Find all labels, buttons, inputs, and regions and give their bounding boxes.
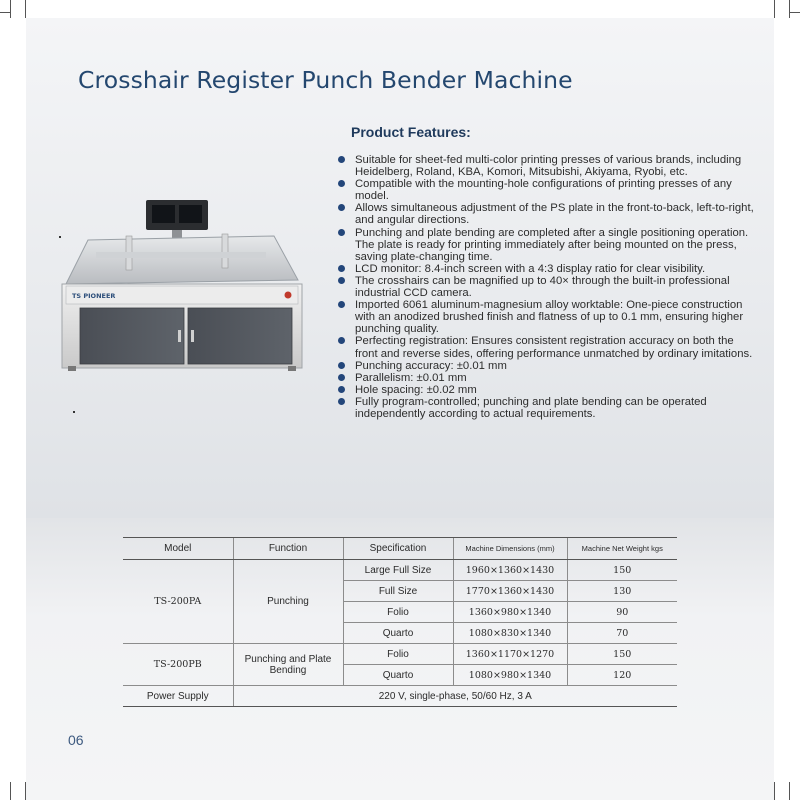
dimensions-cell: 1360×980×1340 xyxy=(453,602,567,623)
model-cell: TS-200PB xyxy=(123,644,233,686)
feature-item: Perfecting registration: Ensures consistent registration accuracy on both the front and reverse sides, offering performance unmatched by ordinary imitations. xyxy=(338,335,758,359)
machine-photo xyxy=(36,198,306,373)
spec-cell: Folio xyxy=(343,602,453,623)
crop-mark xyxy=(10,782,11,800)
weight-cell: 120 xyxy=(567,665,677,686)
spec-cell: Full Size xyxy=(343,581,453,602)
dimensions-cell: 1080×830×1340 xyxy=(453,623,567,644)
feature-item: Fully program-controlled; punching and plate bending can be operated independently according to actual requirements. xyxy=(338,396,758,420)
dimensions-cell: 1770×1360×1430 xyxy=(453,581,567,602)
bullet-icon xyxy=(338,362,345,369)
weight-cell: 130 xyxy=(567,581,677,602)
worktable xyxy=(66,236,298,284)
dimensions-cell: 1080×980×1340 xyxy=(453,665,567,686)
weight-cell: 150 xyxy=(567,644,677,665)
feature-item: Punching accuracy: ±0.01 mm xyxy=(338,360,758,372)
feature-item: Hole spacing: ±0.02 mm xyxy=(338,384,758,396)
crop-mark xyxy=(790,12,800,13)
page-number: 06 xyxy=(68,732,84,748)
spec-cell: Quarto xyxy=(343,665,453,686)
header-specification: Specification xyxy=(343,538,453,560)
power-supply-value: 220 V, single-phase, 50/60 Hz, 3 A xyxy=(233,686,677,707)
spec-cell: Large Full Size xyxy=(343,560,453,581)
side-clamp xyxy=(222,234,228,268)
dimensions-cell: 1360×1170×1270 xyxy=(453,644,567,665)
weight-cell: 90 xyxy=(567,602,677,623)
power-supply-label: Power Supply xyxy=(123,686,233,707)
dimensions-cell: 1960×1360×1430 xyxy=(453,560,567,581)
crop-mark xyxy=(789,782,790,800)
header-function: Function xyxy=(233,538,343,560)
features-list xyxy=(338,154,758,420)
table-row xyxy=(123,560,677,581)
spec-cell: Folio xyxy=(343,644,453,665)
model-cell: TS-200PA xyxy=(123,560,233,644)
brochure-page xyxy=(26,18,774,800)
emergency-stop-icon xyxy=(285,292,292,299)
feature-item: Punching and plate bending are completed after a single positioning operation. The plate is ready for printing immediately after being mounted on the press, saving plate-changing time. xyxy=(338,227,758,263)
monitor-screen xyxy=(179,205,202,223)
crop-mark xyxy=(774,782,775,800)
bullet-icon xyxy=(338,398,345,405)
specification-table xyxy=(123,537,677,707)
bullet-icon xyxy=(338,386,345,393)
feature-item: Suitable for sheet-fed multi-color printing presses of various brands, including Heidelberg, Roland, KBA, Komori, Mitsubishi, Akiyama, Ryobi, etc. xyxy=(338,154,758,178)
function-cell: Punching and Plate Bending xyxy=(233,644,343,686)
header-model: Model xyxy=(123,538,233,560)
bullet-icon xyxy=(338,277,345,284)
crop-mark xyxy=(25,0,26,18)
bullet-icon xyxy=(338,337,345,344)
feature-item: The crosshairs can be magnified up to 40× through the built-in professional industrial CCD camera. xyxy=(338,275,758,299)
page-title: Crosshair Register Punch Bender Machine xyxy=(78,66,573,94)
header-weight: Machine Net Weight kgs xyxy=(567,538,677,560)
feature-item: Imported 6061 aluminum-magnesium alloy worktable: One-piece construction with an anodized brushed finish and flatness of up to 0.1 mm, ensuring higher punching quality. xyxy=(338,299,758,335)
monitor-stand xyxy=(172,230,182,238)
bullet-icon xyxy=(338,374,345,381)
door-handle xyxy=(178,330,181,342)
crop-mark xyxy=(10,0,11,18)
bullet-icon xyxy=(338,204,345,211)
cabinet-door-left xyxy=(80,308,184,364)
feature-item: Allows simultaneous adjustment of the PS plate in the front-to-back, left-to-right, and angular directions. xyxy=(338,202,758,226)
monitor-screen xyxy=(152,205,175,223)
machine-foot xyxy=(288,366,296,371)
machine-brand: TS PIONEER xyxy=(72,292,116,300)
bullet-icon xyxy=(338,301,345,308)
feature-item: Compatible with the mounting-hole configurations of printing presses of any model. xyxy=(338,178,758,202)
features-heading: Product Features: xyxy=(351,124,471,140)
table-header-row xyxy=(123,538,677,560)
stray-dot xyxy=(73,411,75,413)
spec-cell: Quarto xyxy=(343,623,453,644)
crop-mark xyxy=(0,12,10,13)
punch-rail xyxy=(96,252,266,258)
door-handle xyxy=(191,330,194,342)
bullet-icon xyxy=(338,265,345,272)
weight-cell: 150 xyxy=(567,560,677,581)
table-row xyxy=(123,686,677,707)
cabinet-door-right xyxy=(188,308,292,364)
crop-mark xyxy=(789,0,790,18)
bullet-icon xyxy=(338,156,345,163)
table-row xyxy=(123,644,677,665)
feature-item: LCD monitor: 8.4-inch screen with a 4:3 display ratio for clear visibility. xyxy=(338,263,758,275)
function-cell: Punching xyxy=(233,560,343,644)
header-dimensions: Machine Dimensions (mm) xyxy=(453,538,567,560)
bullet-icon xyxy=(338,229,345,236)
bullet-icon xyxy=(338,180,345,187)
weight-cell: 70 xyxy=(567,623,677,644)
crop-mark xyxy=(774,0,775,18)
feature-item: Parallelism: ±0.01 mm xyxy=(338,372,758,384)
machine-foot xyxy=(68,366,76,371)
